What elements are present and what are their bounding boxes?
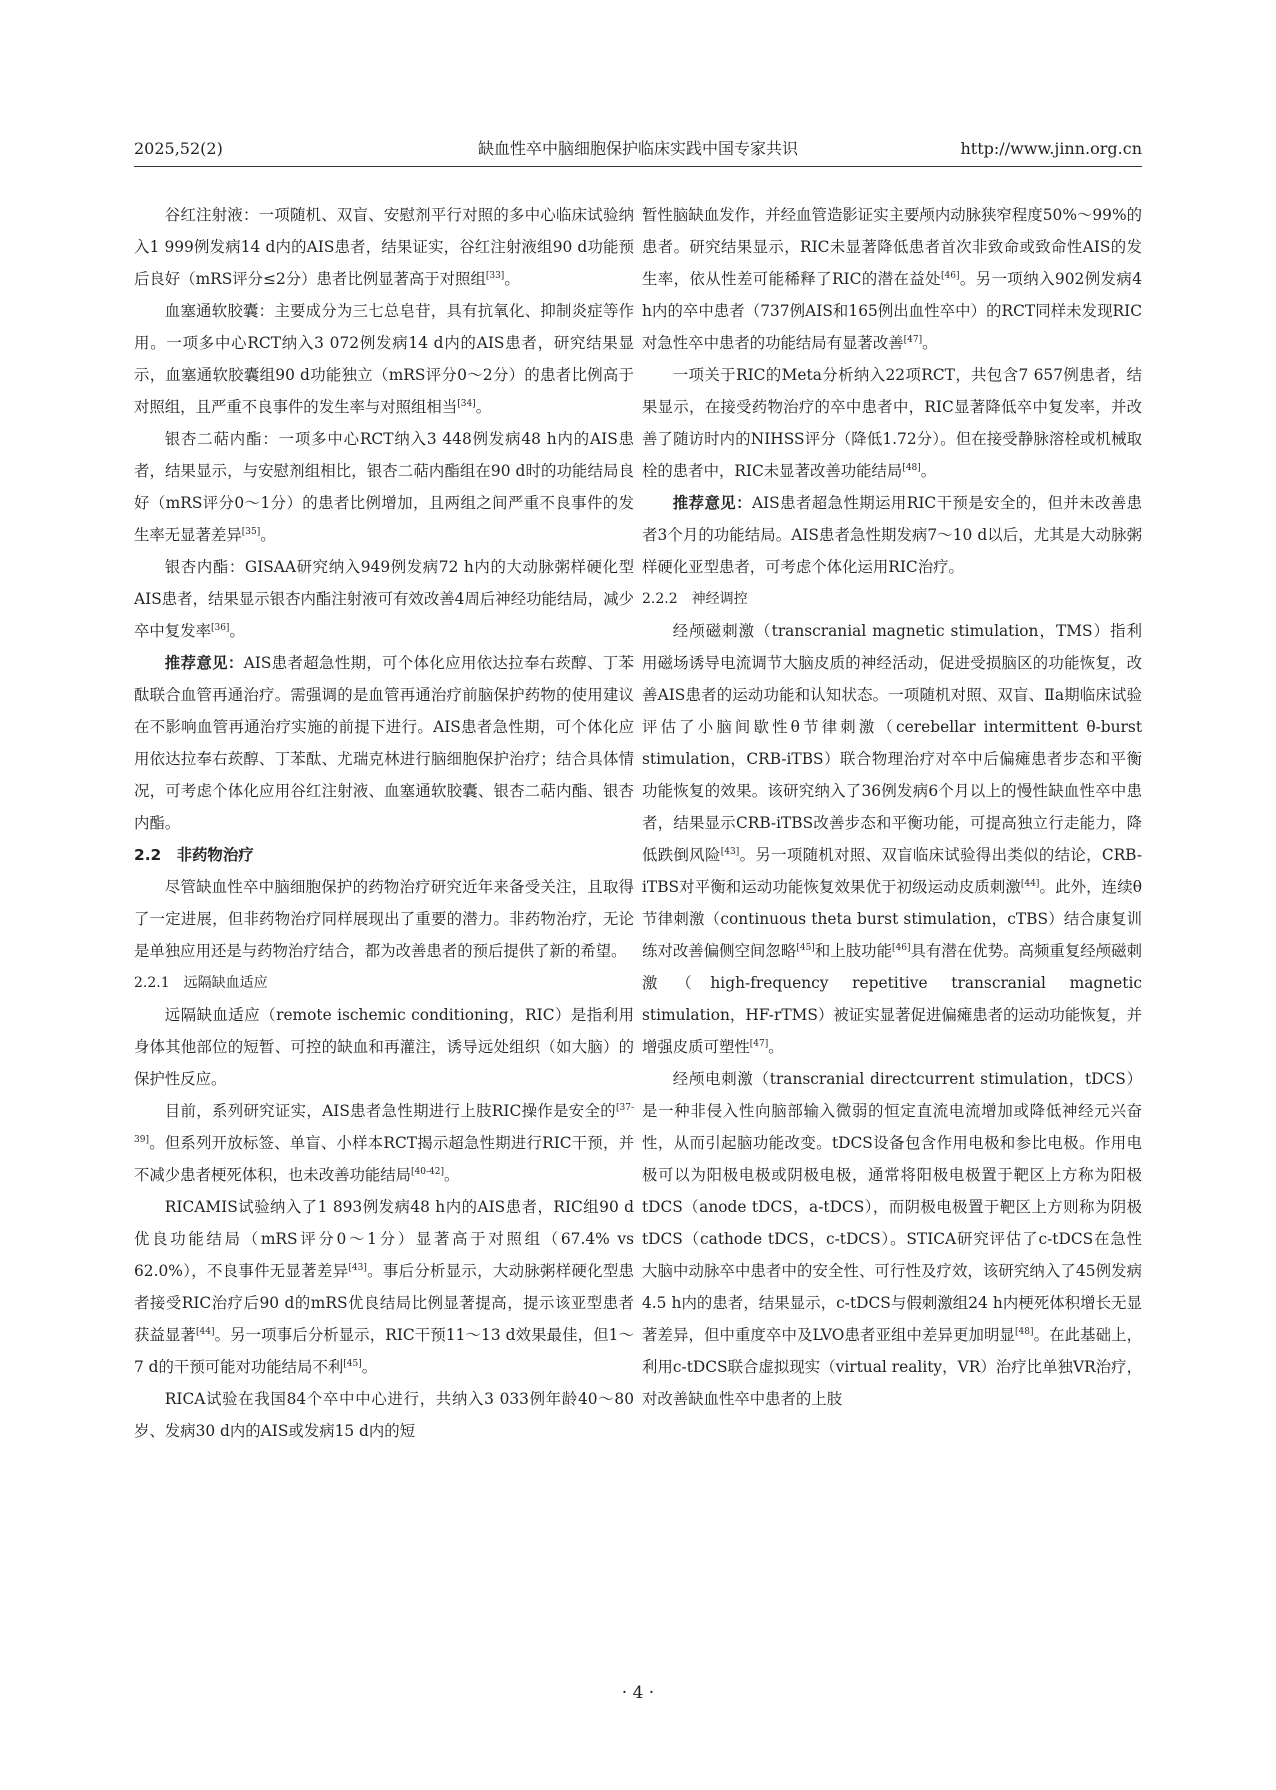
paragraph-tms: 经颅磁刺激（transcranial magnetic stimulation，TMS）指利用磁场诱导电流调节大脑皮质的神经活动，促进受损脑区的功能恢复，改善AIS患者的运动功能和认知状态。一项随机对照、双盲、Ⅱa期临床试验评估了小脑间歇性θ节律刺激（cerebellar intermittent θ-burst stimulation，CRB-iTBS）联合物理治疗对卒中后偏瘫患者步态和平衡功能恢复的效果。该研究纳入了36例发病6个月以上的慢性缺血性卒中患者，结果显示CRB-iTBS改善步态和平衡功能，可提高独立行走能力，降低跌倒风险[43]。另一项随机对照、双盲临床试验得出类似的结论，CRB-iTBS对平衡和运动功能恢复效果优于初级运动皮质刺激[44]。此外，连续θ节律刺激（continuous theta burst stimulation，cTBS）结合康复训练对改善偏侧空间忽略[45]和上肢功能[46]具有潜在优势。高频重复经颅磁刺激（high-frequency repetitive transcranial magnetic stimulation，HF-rTMS）被证实显著促进偏瘫患者的运动功能恢复，并增强皮质可塑性[47]。 (642, 622, 1142, 1056)
running-title: 缺血性卒中脑细胞保护临床实践中国专家共识 (477, 139, 798, 158)
citation[interactable]: [44] (1020, 878, 1040, 889)
recommendation-label: 推荐意见： (164, 654, 244, 672)
paragraph-ric-safety: 目前，系列研究证实，AIS患者急性期进行上肢RIC操作是安全的[37-39]。但系列开放标签、单盲、小样本RCT揭示超急性期进行RIC干预，并不减少患者梗死体积，也未改善功能结局[40-42]。 (134, 1102, 634, 1184)
citation[interactable]: [46] (892, 942, 911, 953)
citation[interactable]: [44] (196, 1326, 215, 1337)
paragraph-rica: RICA试验在我国84个卒中中心进行，共纳入3 033例年龄40～80岁、发病30 d内的AIS或发病15 d内的短 (134, 1390, 634, 1440)
section-heading-2-2: 2.2 非药物治疗 (134, 846, 254, 864)
citation[interactable]: [45] (796, 942, 815, 953)
citation[interactable]: [46] (941, 270, 960, 281)
citation[interactable]: [43] (720, 846, 740, 857)
journal-url[interactable]: http://www.jinn.org.cn (960, 139, 1142, 158)
citation[interactable]: [45] (343, 1358, 362, 1369)
paragraph-nondrug-intro: 尽管缺血性卒中脑细胞保护的药物治疗研究近年来备受关注，且取得了一定进展，但非药物治疗同样展现出了重要的潜力。非药物治疗，无论是单独应用还是与药物治疗结合，都为改善患者的预后提供了新的希望。 (134, 878, 634, 960)
right-column (642, 199, 1142, 1679)
paragraph-ginkgolide: 银杏内酯：GISAA研究纳入949例发病72 h内的大动脉粥样硬化型AIS患者，结果显示银杏内酯注射液可有效改善4周后神经功能结局，减少卒中复发率[36]。 (134, 558, 634, 640)
citation[interactable]: [33] (485, 270, 505, 281)
paragraph-ricamis: RICAMIS试验纳入了1 893例发病48 h内的AIS患者，RIC组90 d优良功能结局（mRS评分0～1分）显著高于对照组（67.4% vs 62.0%），不良事件无显著差异[43]。事后分析显示，大动脉粥样硬化型患者接受RIC治疗后90 d的mRS优良结局比例显著提高，提示该亚型患者获益显著[44]。另一项事后分析显示，RIC干预11～13 d效果最佳，但1～7 d的干预可能对功能结局不利[45]。 (134, 1198, 634, 1376)
journal-issue: 2025,52(2) (134, 139, 223, 158)
running-header (134, 134, 1142, 164)
recommendation-label: 推荐意见： (672, 494, 752, 512)
paragraph-ric-meta-analysis: 一项关于RIC的Meta分析纳入22项RCT，共包含7 657例患者，结果显示，在接受药物治疗的卒中患者中，RIC显著降低卒中复发率，并改善了随访时内的NIHSS评分（降低1.72分）。但在接受静脉溶栓或机械取栓的患者中，RIC未显著改善功能结局[48]。 (642, 366, 1142, 480)
paragraph-recommendation-ric: 推荐意见：AIS患者超急性期运用RIC干预是安全的，但并未改善患者3个月的功能结局。AIS患者急性期发病7～10 d以后，尤其是大动脉粥样硬化亚型患者，可考虑个体化运用RIC治疗。 (642, 494, 1142, 576)
citation[interactable]: [37-39] (134, 1102, 634, 1145)
citation[interactable]: [43] (348, 1262, 367, 1273)
citation[interactable]: [47] (749, 1038, 769, 1049)
section-heading-2-2-1: 2.2.1 远隔缺血适应 (134, 975, 268, 991)
page-number: · 4 · (621, 1683, 655, 1703)
citation[interactable]: [36] (210, 622, 230, 633)
citation[interactable]: [35] (241, 526, 261, 537)
paragraph-xuesaitong: 血塞通软胶囊：主要成分为三七总皂苷，具有抗氧化、抑制炎症等作用。一项多中心RCT纳入3 072例发病14 d内的AIS患者，研究结果显示，血塞通软胶囊组90 d功能独立（mRS评分0～2分）的患者比例高于对照组，且严重不良事件的发生率与对照组相当[34]。 (134, 302, 634, 416)
paragraph-guhong: 谷红注射液：一项随机、双盲、安慰剂平行对照的多中心临床试验纳入1 999例发病14 d内的AIS患者，结果证实，谷红注射液组90 d功能预后良好（mRS评分≤2分）患者比例显著高于对照组[33]。 (134, 206, 634, 288)
citation[interactable]: [47] (903, 334, 923, 345)
header-divider (134, 166, 1142, 167)
citation[interactable]: [40-42] (411, 1166, 445, 1177)
section-heading-2-2-2: 2.2.2 神经调控 (642, 591, 748, 607)
citation[interactable]: [48] (902, 462, 921, 473)
paragraph-tdcs: 经颅电刺激（transcranial directcurrent stimulation，tDCS）是一种非侵入性向脑部输入微弱的恒定直流电流增加或降低神经元兴奋性，从而引起脑功能改变。tDCS设备包含作用电极和参比电极。作用电极可以为阳极电极或阴极电极，通常将阳极电极置于靶区上方称为阳极tDCS（anode tDCS，a-tDCS），而阴极电极置于靶区上方则称为阴极tDCS（cathode tDCS，c-tDCS）。STICA研究评估了c-tDCS在急性大脑中动脉卒中患者中的安全性、可行性及疗效，该研究纳入了45例发病4.5 h内的患者，结果显示，c-tDCS与假刺激组24 h内梗死体积增长无显著差异，但中重度卒中及LVO患者亚组中差异更加明显[48]。在此基础上，利用c-tDCS联合虚拟现实（virtual reality，VR）治疗比单独VR治疗，对改善缺血性卒中患者的上肢 (642, 1070, 1142, 1408)
citation[interactable]: [34] (457, 398, 476, 409)
paragraph-ric-definition: 远隔缺血适应（remote ischemic conditioning，RIC）是指利用身体其他部位的短暂、可控的缺血和再灌注，诱导远处组织（如大脑）的保护性反应。 (134, 1006, 634, 1088)
left-column (134, 199, 634, 1679)
paragraph-rica-continued: 暂性脑缺血发作，并经血管造影证实主要颅内动脉狭窄程度50%～99%的患者。研究结果显示，RIC未显著降低患者首次非致命或致命性AIS的发生率，依从性差可能稀释了RIC的潜在益处[46]。另一项纳入902例发病4 h内的卒中患者（737例AIS和165例出血性卒中）的RCT同样未发现RIC对急性卒中患者的功能结局有显著改善[47]。 (642, 206, 1142, 352)
paragraph-recommendation-drugs: 推荐意见：AIS患者超急性期，可个体化应用依达拉奉右莰醇、丁苯酞联合血管再通治疗。需强调的是血管再通治疗前脑保护药物的使用建议在不影响血管再通治疗实施的前提下进行。AIS患者急性期，可个体化应用依达拉奉右莰醇、丁苯酞、尤瑞克林进行脑细胞保护治疗；结合具体情况，可考虑个体化应用谷红注射液、血塞通软胶囊、银杏二萜内酯、银杏内酯。 (134, 654, 634, 832)
paragraph-ginkgo-diterpene: 银杏二萜内酯：一项多中心RCT纳入3 448例发病48 h内的AIS患者，结果显示，与安慰剂组相比，银杏二萜内酯组在90 d时的功能结局良好（mRS评分0～1分）的患者比例增加，且两组之间严重不良事件的发生率无显著差异[35]。 (134, 430, 634, 544)
citation[interactable]: [48] (1015, 1326, 1034, 1337)
